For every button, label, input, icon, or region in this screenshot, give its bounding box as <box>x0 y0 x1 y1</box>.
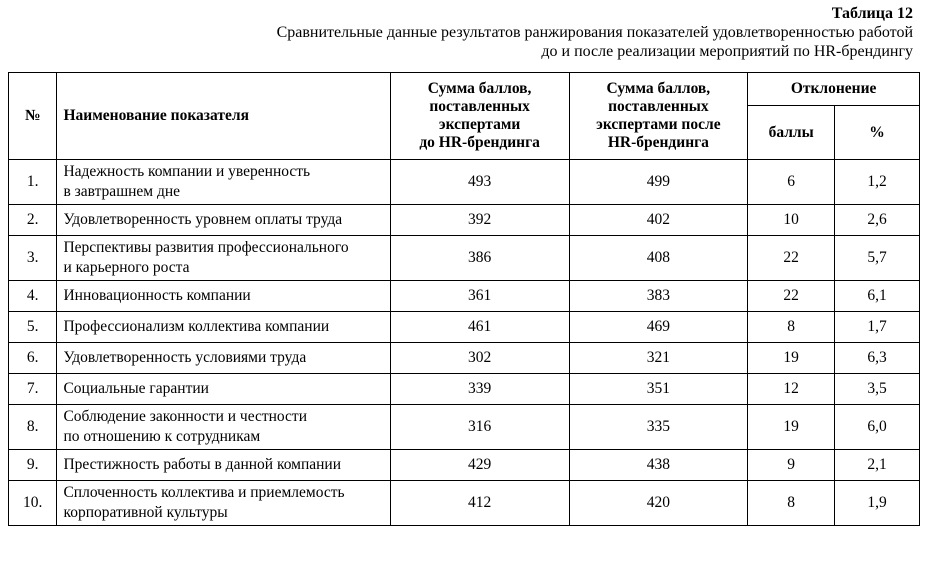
indicator-name <box>57 405 390 450</box>
header-name: Наименование показателя <box>57 73 390 160</box>
deviation-percent: 1,9 <box>835 481 920 526</box>
score-before: 412 <box>390 481 569 526</box>
row-number: 1. <box>9 160 57 205</box>
score-before: 361 <box>390 281 569 312</box>
header-percent: % <box>835 106 920 160</box>
deviation-points: 8 <box>748 312 835 343</box>
row-number: 6. <box>9 343 57 374</box>
deviation-points: 19 <box>748 343 835 374</box>
table-row <box>9 281 920 312</box>
deviation-points: 8 <box>748 481 835 526</box>
deviation-percent: 6,0 <box>835 405 920 450</box>
table-row <box>9 481 920 526</box>
header-row <box>9 73 920 106</box>
indicator-name <box>57 450 390 481</box>
deviation-points: 10 <box>748 205 835 236</box>
deviation-percent: 3,5 <box>835 374 920 405</box>
score-before: 493 <box>390 160 569 205</box>
row-number: 3. <box>9 236 57 281</box>
results-table <box>8 72 920 526</box>
row-number: 4. <box>9 281 57 312</box>
header-before-line: до HR-брендинга <box>419 134 540 151</box>
indicator-name-line: Профессионализм коллектива компании <box>63 318 330 335</box>
header-before-line: экспертами <box>438 116 521 133</box>
deviation-points: 6 <box>748 160 835 205</box>
indicator-name-line: Престижность работы в данной компании <box>63 456 342 473</box>
score-after: 321 <box>569 343 748 374</box>
indicator-name-line: Сплоченность коллектива и приемлемость <box>63 484 345 501</box>
indicator-name-line: Удовлетворенность уровнем оплаты труда <box>63 211 343 228</box>
score-before: 392 <box>390 205 569 236</box>
deviation-points: 19 <box>748 405 835 450</box>
deviation-percent: 6,3 <box>835 343 920 374</box>
indicator-name-line: в завтрашнем дне <box>63 183 181 200</box>
score-before: 461 <box>390 312 569 343</box>
table-row <box>9 312 920 343</box>
header-points: баллы <box>748 106 835 160</box>
score-after: 383 <box>569 281 748 312</box>
score-after: 420 <box>569 481 748 526</box>
indicator-name-line: корпоративной культуры <box>63 504 228 521</box>
table-number: Таблица 12 <box>831 5 913 22</box>
deviation-percent: 2,6 <box>835 205 920 236</box>
table-row <box>9 160 920 205</box>
row-number: 9. <box>9 450 57 481</box>
header-num: № <box>9 73 57 160</box>
score-after: 408 <box>569 236 748 281</box>
row-number: 5. <box>9 312 57 343</box>
header-after-line: поставленных <box>608 98 709 115</box>
score-after: 469 <box>569 312 748 343</box>
header-before-line: Сумма баллов, <box>427 80 532 97</box>
table-row <box>9 374 920 405</box>
header-deviation: Отклонение <box>748 73 920 106</box>
indicator-name-line: Перспективы развития профессионального <box>63 239 349 256</box>
deviation-points: 22 <box>748 281 835 312</box>
deviation-percent: 1,2 <box>835 160 920 205</box>
deviation-percent: 5,7 <box>835 236 920 281</box>
score-before: 386 <box>390 236 569 281</box>
table-row <box>9 205 920 236</box>
score-after: 402 <box>569 205 748 236</box>
indicator-name <box>57 343 390 374</box>
score-before: 302 <box>390 343 569 374</box>
header-after <box>569 73 748 160</box>
table-row <box>9 343 920 374</box>
score-after: 499 <box>569 160 748 205</box>
table-row <box>9 405 920 450</box>
score-before: 429 <box>390 450 569 481</box>
indicator-name <box>57 312 390 343</box>
score-after: 335 <box>569 405 748 450</box>
score-after: 351 <box>569 374 748 405</box>
score-before: 339 <box>390 374 569 405</box>
deviation-percent: 1,7 <box>835 312 920 343</box>
table-row <box>9 450 920 481</box>
indicator-name-line: Соблюдение законности и честности <box>63 408 308 425</box>
indicator-name <box>57 374 390 405</box>
indicator-name <box>57 205 390 236</box>
row-number: 10. <box>9 481 57 526</box>
header-after-line: HR-брендинга <box>607 134 709 151</box>
indicator-name-line: и карьерного роста <box>63 259 190 276</box>
table-title-line-1: Сравнительные данные результатов ранжирования показателей удовлетворенностью работой <box>276 24 913 41</box>
table-title-line-2: до и после реализации мероприятий по HR-брендингу <box>541 43 913 60</box>
deviation-points: 12 <box>748 374 835 405</box>
indicator-name <box>57 160 390 205</box>
row-number: 8. <box>9 405 57 450</box>
deviation-percent: 6,1 <box>835 281 920 312</box>
deviation-points: 22 <box>748 236 835 281</box>
score-after: 438 <box>569 450 748 481</box>
indicator-name-line: Социальные гарантии <box>63 380 209 397</box>
indicator-name <box>57 481 390 526</box>
header-after-line: экспертами после <box>596 116 721 133</box>
indicator-name-line: Надежность компании и уверенность <box>63 163 311 180</box>
indicator-name-line: Инновационность компании <box>63 287 251 304</box>
deviation-percent: 2,1 <box>835 450 920 481</box>
header-before <box>390 73 569 160</box>
deviation-points: 9 <box>748 450 835 481</box>
header-after-line: Сумма баллов, <box>606 80 711 97</box>
table-row <box>9 236 920 281</box>
score-before: 316 <box>390 405 569 450</box>
row-number: 7. <box>9 374 57 405</box>
row-number: 2. <box>9 205 57 236</box>
indicator-name-line: Удовлетворенность условиями труда <box>63 349 307 366</box>
indicator-name <box>57 236 390 281</box>
indicator-name-line: по отношению к сотрудникам <box>63 428 261 445</box>
header-before-line: поставленных <box>429 98 530 115</box>
table-caption <box>277 4 913 61</box>
indicator-name <box>57 281 390 312</box>
table-body <box>9 160 920 526</box>
